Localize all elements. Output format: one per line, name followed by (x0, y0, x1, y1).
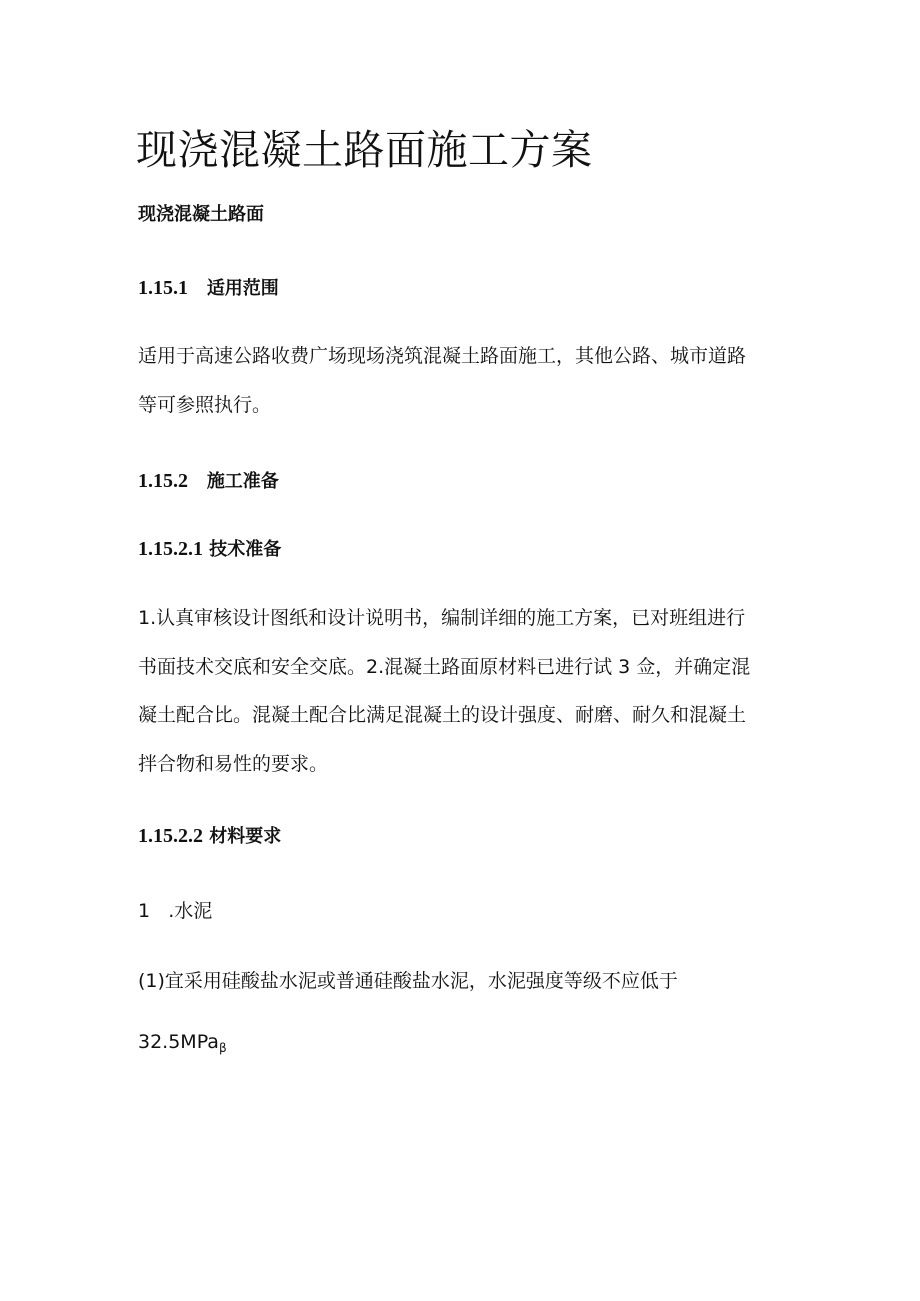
paragraph-line: 适用于高速公路收费广场现场浇筑混凝土路面施工，其他公路、城市道路 (138, 345, 747, 367)
document-subtitle: 现浇混凝土路面 (138, 204, 264, 225)
section-title: 施工准备 (206, 471, 279, 492)
paragraph-line: 等可参照执行。 (138, 393, 272, 416)
document-title: 现浇混凝土路面施工方案 (136, 126, 593, 174)
section-number: 1.15.1 (138, 277, 188, 299)
section-number: 1.15.2.1 (138, 538, 203, 560)
section-number: 1.15.2 (138, 470, 188, 492)
section-heading-materials (138, 822, 281, 848)
paragraph-line: 1.认真审核设计图纸和设计说明书，编制详细的施工方案，已对班组进行 (138, 607, 746, 629)
section-heading-technical (138, 535, 281, 561)
section-title: 材料要求 (209, 826, 282, 847)
material-item-cement (138, 887, 788, 936)
scope-paragraph (138, 332, 788, 429)
technical-paragraph (138, 594, 788, 788)
section-heading-scope (138, 274, 279, 300)
section-title: 技术准备 (209, 539, 282, 560)
section-number: 1.15.2.2 (138, 825, 203, 847)
item-label: 1 .水泥 (138, 900, 213, 922)
section-title: 适用范围 (206, 278, 279, 299)
strength-value: 32.5MPa (138, 1031, 219, 1053)
cement-requirement (138, 957, 788, 1006)
paragraph-line: 凝土配合比。混凝土配合比满足混凝土的设计强度、耐磨、耐久和混凝土 (138, 704, 747, 726)
section-heading-preparation (138, 467, 279, 493)
strength-value-subscript: β (218, 1041, 227, 1055)
paragraph-line: 书面技术交底和安全交底。2.混凝土路面原材料已进行试 3 佥，并确定混 (138, 655, 751, 678)
paragraph-line: (1)宜采用硅酸盐水泥或普通硅酸盐水泥，水泥强度等级不应低于 (138, 970, 678, 992)
cement-strength-value (138, 1018, 788, 1073)
paragraph-line: 拌合物和易性的要求。 (138, 752, 329, 775)
